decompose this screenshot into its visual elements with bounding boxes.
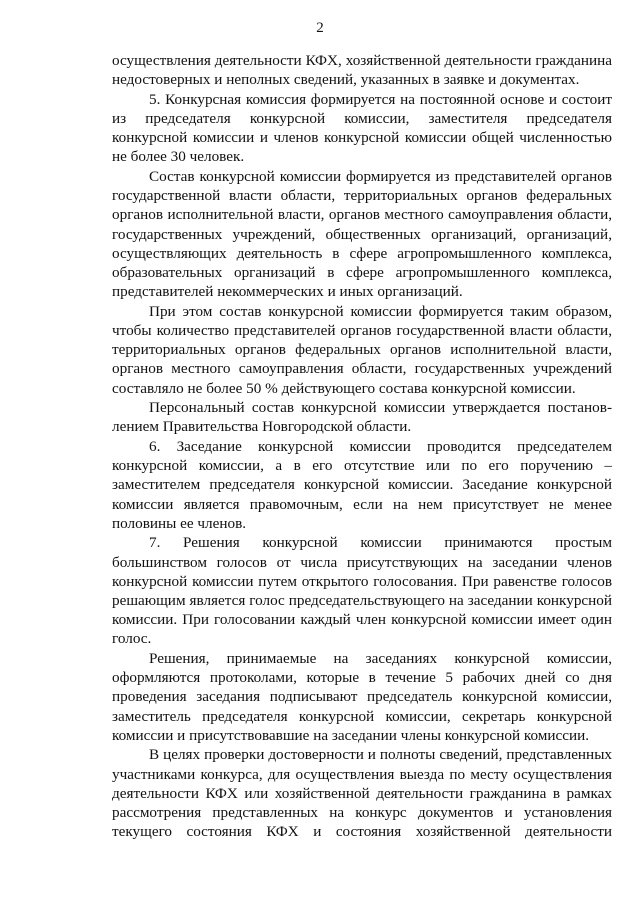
paragraph-2: 5. Конкурсная комиссия формируется на постоянной основе и состоит из председателя конкурсной комиссии, заместителя председателя конкурсной комиссии и членов конкурсной комиссии общей численностью не более 30 человек. bbox=[112, 90, 612, 166]
page-number: 2 bbox=[316, 20, 324, 36]
paragraph-8: Решения, принимаемые на заседаниях конкурсной комиссии, оформляются протоколами, которые в течение 5 рабочих дней со дня проведения заседания подписывают председатель конкурсной комиссии, заместитель председателя конкурсной комиссии, секретарь конкурсной комиссии и присутствовавшие на заседании члены конкурсной комиссии. bbox=[112, 650, 612, 744]
paragraph-1: осуществления деятельности КФХ, хозяйственной деятельности гражданина недостоверных и неполных сведений, указанных в заявке и документах. bbox=[112, 52, 612, 89]
paragraph-7: 7. Решения конкурсной комиссии принимаются простым большинством голосов от числа присутствующих на заседании членов конкурсной комиссии путем открытого голосования. При равенстве голосов решающим является голос председательствующего на заседании конкурсной комиссии. При голосовании каждый член конкурсной комиссии имеет один голос. bbox=[112, 534, 612, 648]
paragraph-3: Состав конкурсной комиссии формируется из представителей органов государственной власти области, территориальных органов федеральных органов исполнительной власти, органов местного самоуправления области, государственных учреждений, общественных организаций, организаций, осуществляющих деятельность в сфере агропромышленного комплекса, образовательных организаций в сфере агропромышленного комплекса, представителей некоммерческих и иных организаций. bbox=[112, 168, 612, 301]
paragraph-9: В целях проверки достоверности и полноты сведений, представленных участниками конкурса, для осуществления выезда по месту осуществления деятельности КФХ или хозяйственной деятельности гражданина в рамках рассмотрения представленных на конкурс документов и установления текущего состояния КФХ и состояния хозяйственной деятельности bbox=[112, 746, 612, 841]
paragraph-6: 6. Заседание конкурсной комиссии проводится председателем конкурсной комиссии, а в его отсутствие или по его поручению – заместителем председателя конкурсной комиссии. Заседание конкурсной комиссии является правомочным, если на нем присутствует не менее половины ее членов. bbox=[112, 438, 612, 532]
document-body bbox=[112, 51, 612, 841]
paragraph-5: Персональный состав конкурсной комиссии утверждается постановлением Правительства Новгородской области. bbox=[112, 399, 612, 436]
paragraph-4: При этом состав конкурсной комиссии формируется таким образом, чтобы количество представителей органов государственной власти области, территориальных органов федеральных органов исполнительной власти, органов местного самоуправления области, государственных учреждений составляло не более 50 % действующего состава конкурсной комиссии. bbox=[112, 302, 612, 397]
